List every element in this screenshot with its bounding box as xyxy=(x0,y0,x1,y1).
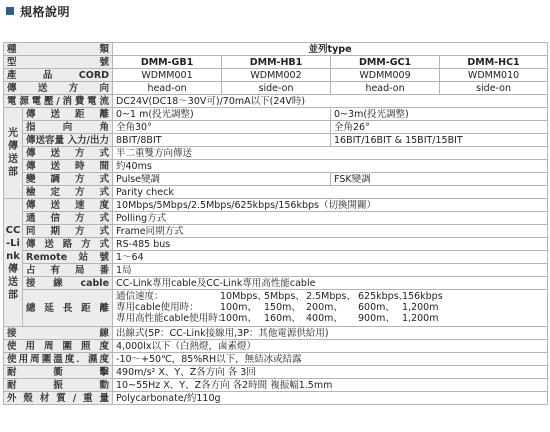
table-row xyxy=(4,379,548,392)
length-cell: 900m、 xyxy=(358,313,395,325)
product-code: WDMM010 xyxy=(440,69,548,82)
row-label: 電源電壓/消費電流 xyxy=(4,95,113,108)
row-label: Remote站號 xyxy=(23,251,113,264)
length-cell: 156kbps xyxy=(402,291,443,302)
length-row xyxy=(116,313,544,324)
power-value: DC24V(DC18～30V可)/70mA以下(24V時) xyxy=(113,95,548,108)
model-name: DMM-GB1 xyxy=(113,56,222,69)
optical-method: 半二重雙方向傳送 xyxy=(113,147,548,160)
optical-check: Parity check xyxy=(113,186,548,199)
table-row xyxy=(4,264,548,277)
length-cell: 160m、 xyxy=(264,313,301,325)
title-square-icon xyxy=(6,7,14,15)
table-row xyxy=(4,290,548,327)
model-name: DMM-HC1 xyxy=(440,56,548,69)
optical-capacity-2: 16BIT/16BIT & 15BIT/15BIT xyxy=(331,134,548,147)
length-cell: 400m、 xyxy=(306,313,343,325)
table-row xyxy=(4,340,548,353)
row-label: 使用周圍照度 xyxy=(4,340,113,353)
length-cell: 150m、 xyxy=(264,302,301,314)
table-row xyxy=(4,173,548,186)
table-row xyxy=(4,199,548,212)
model-name: DMM-GC1 xyxy=(331,56,440,69)
length-cell: 2.5Mbps、 xyxy=(306,291,356,302)
row-label: 耐衝擊 xyxy=(4,366,113,379)
material-value: Polycarbonate/約110g xyxy=(113,392,548,405)
table-row xyxy=(4,69,548,82)
table-row xyxy=(4,327,548,340)
row-label: 傳送路方式 xyxy=(23,238,113,251)
optical-distance-1: 0~1 m(投光調整) xyxy=(113,108,331,121)
length-cell: 1,200m xyxy=(402,302,439,314)
type-series-header: 並列type xyxy=(113,43,548,56)
table-row xyxy=(4,43,548,56)
product-code: WDMM002 xyxy=(222,69,331,82)
length-cell: 通信速度： xyxy=(116,291,164,302)
optical-group-label: 光傳送部 xyxy=(4,108,23,199)
optical-distance-2: 0~3m(投光調整) xyxy=(331,108,548,121)
section-title xyxy=(6,3,70,19)
table-row xyxy=(4,225,548,238)
cclink-speed: 10Mbps/5Mbps/2.5Mbps/625kbps/156kbps（切換開關） xyxy=(113,199,548,212)
cclink-path: RS-485 bus xyxy=(113,238,548,251)
table-row xyxy=(4,147,548,160)
table-row xyxy=(4,212,548,225)
row-label: 占有局番 xyxy=(23,264,113,277)
length-cell: 專用高性能cable使用時： xyxy=(116,313,228,325)
table-row xyxy=(4,56,548,69)
table-row xyxy=(4,95,548,108)
table-row xyxy=(4,186,548,199)
row-label: 同期方式 xyxy=(23,225,113,238)
length-row xyxy=(116,291,544,302)
length-cell: 200m、 xyxy=(306,302,343,314)
row-label: 型號 xyxy=(4,56,113,69)
row-label: 指向角 xyxy=(23,121,113,134)
product-code: WDMM001 xyxy=(113,69,222,82)
direction-value: head-on xyxy=(113,82,222,95)
length-cell: 1,200m xyxy=(402,313,439,325)
table-row xyxy=(4,121,548,134)
row-label: 變調方式 xyxy=(23,173,113,186)
cclink-sync: Frame同期方式 xyxy=(113,225,548,238)
table-row xyxy=(4,392,548,405)
product-code: WDMM009 xyxy=(331,69,440,82)
page-title: 規格說明 xyxy=(20,4,71,19)
optical-capacity-1: 8BIT/8BIT xyxy=(113,134,331,147)
length-row xyxy=(116,302,544,313)
table-row xyxy=(4,353,548,366)
cclink-cable: CC-Link專用cable及CC-Link專用高性能cable xyxy=(113,277,548,290)
row-label: 總延長距離 xyxy=(23,290,113,327)
row-label: 傳送方式 xyxy=(23,147,113,160)
table-row xyxy=(4,108,548,121)
table-row xyxy=(4,134,548,147)
table-row xyxy=(4,82,548,95)
row-label: 產品CORD xyxy=(4,69,113,82)
row-label: 外殼材質/重量 xyxy=(4,392,113,405)
cclink-group-label: CC-Link傳送部 xyxy=(4,199,23,327)
row-label: 傳送時間 xyxy=(23,160,113,173)
row-label: 傳送方向 xyxy=(4,82,113,95)
spec-table xyxy=(3,42,548,405)
row-label: 種類 xyxy=(4,43,113,56)
table-row xyxy=(4,160,548,173)
illum-value: 4,000lx以下（白熱燈，鹵素燈） xyxy=(113,340,548,353)
table-row xyxy=(4,251,548,264)
direction-value: side-on xyxy=(222,82,331,95)
direction-value: side-on xyxy=(440,82,548,95)
row-label: 檢定方式 xyxy=(23,186,113,199)
length-cell: 625kbps、 xyxy=(358,291,409,302)
row-label: 接線cable xyxy=(23,277,113,290)
length-cell: 100m、 xyxy=(220,313,257,325)
optical-modulation-1: Pulse變調 xyxy=(113,173,331,186)
shock-value: 490m/s² X、Y、Z各方向 各 3回 xyxy=(113,366,548,379)
table-row xyxy=(4,366,548,379)
cclink-station: 1～64 xyxy=(113,251,548,264)
optical-angle-1: 全角30° xyxy=(113,121,331,134)
row-label: 傳送距離 xyxy=(23,108,113,121)
cclink-length xyxy=(113,290,548,327)
model-name: DMM-HB1 xyxy=(222,56,331,69)
table-row xyxy=(4,277,548,290)
row-label: 接線 xyxy=(4,327,113,340)
optical-angle-2: 全角26° xyxy=(331,121,548,134)
length-cell: 專用cable使用時： xyxy=(116,302,199,314)
direction-value: head-on xyxy=(331,82,440,95)
optical-time: 約40ms xyxy=(113,160,548,173)
row-label: 傳送容量 入力/出力 xyxy=(23,134,113,147)
row-label: 傳送速度 xyxy=(23,199,113,212)
temp-value: -10～+50℃，85%RH以下，無結冰或結露 xyxy=(113,353,548,366)
row-label: 通信方式 xyxy=(23,212,113,225)
length-cell: 5Mbps、 xyxy=(264,291,305,302)
row-label: 使用周圍溫度．濕度 xyxy=(4,353,113,366)
length-cell: 100m、 xyxy=(220,302,257,314)
optical-modulation-2: FSK變調 xyxy=(331,173,548,186)
cclink-occupied: 1局 xyxy=(113,264,548,277)
row-label: 耐振動 xyxy=(4,379,113,392)
table-row xyxy=(4,238,548,251)
length-cell: 600m、 xyxy=(358,302,395,314)
cclink-comm: Polling方式 xyxy=(113,212,548,225)
vibration-value: 10~55Hz X、Y、Z各方向 各2時間 複振幅1.5mm xyxy=(113,379,548,392)
length-cell: 10Mbps、 xyxy=(220,291,267,302)
wiring-value: 出線式(5P：CC-Link接線用,3P：其他電源供給用) xyxy=(113,327,548,340)
